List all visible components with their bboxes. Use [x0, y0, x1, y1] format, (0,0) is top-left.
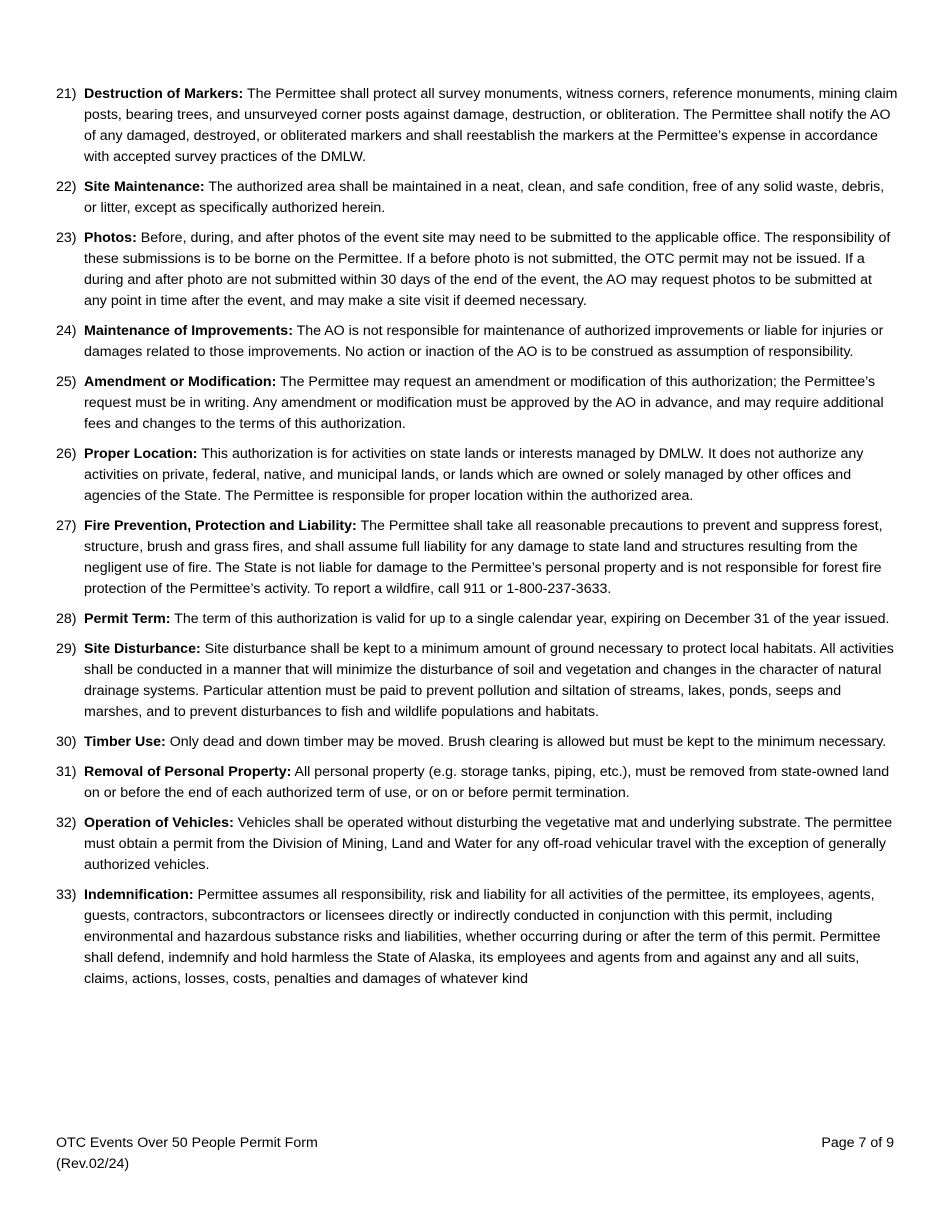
term-title: Amendment or Modification: — [84, 374, 277, 390]
term-title: Indemnification: — [84, 887, 194, 903]
term-title: Site Disturbance: — [84, 641, 201, 657]
term-number: 24) — [56, 323, 77, 339]
term-body — [84, 444, 898, 507]
term-title: Destruction of Markers: — [84, 86, 244, 102]
term-number: 30) — [56, 734, 77, 750]
term-title: Photos: — [84, 230, 137, 246]
term-title: Timber Use: — [84, 734, 166, 750]
term-title: Removal of Personal Property: — [84, 764, 292, 780]
term-item — [56, 228, 898, 312]
term-body — [84, 228, 898, 312]
term-text: The term of this authorization is valid for up to a single calendar year, expiring on December 31 of the year issued. — [174, 611, 890, 627]
term-number: 27) — [56, 518, 77, 534]
term-number: 33) — [56, 887, 77, 903]
term-body — [84, 372, 898, 435]
term-title: Permit Term: — [84, 611, 171, 627]
form-revision: (Rev.02/24) — [56, 1156, 130, 1172]
term-item — [56, 444, 898, 507]
term-number: 26) — [56, 446, 77, 462]
term-number: 21) — [56, 86, 77, 102]
term-text: This authorization is for activities on state lands or interests managed by DMLW. It does not authorize any activities on private, federal, native, and municipal lands, or lands which are owned or solely managed by other offices and agencies of the State. The Permittee is responsible for proper location within the authorized area. — [84, 446, 864, 504]
term-text: The Permittee shall take all reasonable precautions to prevent and suppress forest, structure, brush and grass fires, and shall assume full liability for any damage to state land and structures resulting from the negligent use of fire. The State is not liable for damage to the Permittee’s personal property and is not responsible for forest fire protection of the Permittee’s activity. To report a wildfire, call 911 or 1-800-237-3633. — [84, 518, 883, 597]
term-number: 28) — [56, 611, 77, 627]
term-title: Maintenance of Improvements: — [84, 323, 293, 339]
term-body — [84, 516, 898, 600]
term-body — [84, 762, 898, 804]
term-item — [56, 516, 898, 600]
term-text: All personal property (e.g. storage tanks, piping, etc.), must be removed from state-owned land on or before the end of each authorized term of use, or on or before permit termination. — [84, 764, 890, 801]
term-item — [56, 321, 898, 363]
term-item — [56, 372, 898, 435]
term-title: Operation of Vehicles: — [84, 815, 234, 831]
term-text: The authorized area shall be maintained in a neat, clean, and safe condition, free of any solid waste, debris, or litter, except as specifically authorized herein. — [84, 179, 885, 216]
term-item — [56, 885, 898, 990]
term-item — [56, 177, 898, 219]
term-item — [56, 813, 898, 876]
term-text: The Permittee shall protect all survey monuments, witness corners, reference monuments, mining claim posts, bearing trees, and unsurveyed corner posts against damage, destruction, or obliteration. The Permittee shall notify the AO of any damaged, destroyed, or obliterated markers and shall reestablish the markers at the Permittee’s expense in accordance with accepted survey practices of the DMLW. — [84, 86, 898, 165]
term-title: Fire Prevention, Protection and Liability: — [84, 518, 357, 534]
term-item — [56, 639, 898, 723]
term-number: 32) — [56, 815, 77, 831]
term-body — [84, 177, 898, 219]
term-title: Site Maintenance: — [84, 179, 205, 195]
term-body — [84, 84, 898, 168]
term-number: 31) — [56, 764, 77, 780]
term-body — [84, 609, 898, 630]
term-text: Permittee assumes all responsibility, risk and liability for all activities of the permittee, its employees, agents, guests, contractors, subcontractors or licensees directly or indirectly conducted in conjunction with this permit, including environmental and hazardous substance risks and liabilities, whether occurring during or after the term of this permit. Permittee shall defend, indemnify and hold harmless the State of Alaska, its employees and agents from and against any and all suits, claims, actions, losses, costs, penalties and damages of whatever kind — [84, 887, 881, 987]
term-text: Before, during, and after photos of the event site may need to be submitted to the applicable office. The responsibility of these submissions is to be borne on the Permittee. If a before photo is not submitted, the OTC permit may not be issued. If a during and after photo are not submitted within 30 days of the end of the event, the AO may request photos to be submitted at any point in time after the event, and may make a site visit if deemed necessary. — [84, 230, 891, 309]
term-text: Only dead and down timber may be moved. Brush clearing is allowed but must be kept to the minimum necessary. — [169, 734, 887, 750]
terms-list — [56, 84, 898, 999]
term-item — [56, 732, 898, 753]
term-item — [56, 762, 898, 804]
term-body — [84, 813, 898, 876]
term-body — [84, 885, 898, 990]
page-number: Page 7 of 9 — [821, 1135, 894, 1151]
term-body — [84, 321, 898, 363]
term-text: The AO is not responsible for maintenance of authorized improvements or liable for injuries or damages related to those improvements. No action or inaction of the AO is to be construed as assumption of responsibility. — [84, 323, 884, 360]
term-text: Vehicles shall be operated without disturbing the vegetative mat and underlying substrate. The permittee must obtain a permit from the Division of Mining, Land and Water for any off-road vehicular travel with the exception of generally authorized vehicles. — [84, 815, 893, 873]
form-name: OTC Events Over 50 People Permit Form — [56, 1135, 318, 1151]
term-item — [56, 84, 898, 168]
footer-left — [56, 1133, 318, 1175]
term-item — [56, 609, 898, 630]
term-body — [84, 732, 898, 753]
term-body — [84, 639, 898, 723]
term-number: 23) — [56, 230, 77, 246]
term-number: 25) — [56, 374, 77, 390]
term-text: Site disturbance shall be kept to a minimum amount of ground necessary to protect local habitats. All activities shall be conducted in a manner that will minimize the disturbance of soil and vegetation and changes in the character of natural drainage systems. Particular attention must be paid to prevent pollution and siltation of streams, lakes, ponds, seeps and marshes, and to prevent disturbances to fish and wildlife populations and habitats. — [84, 641, 894, 720]
term-number: 29) — [56, 641, 77, 657]
term-title: Proper Location: — [84, 446, 198, 462]
term-number: 22) — [56, 179, 77, 195]
term-text: The Permittee may request an amendment or modification of this authorization; the Permittee’s request must be in writing. Any amendment or modification must be approved by the AO in advance, and may require additional fees and changes to the terms of this authorization. — [84, 374, 884, 432]
footer-right — [821, 1133, 894, 1154]
